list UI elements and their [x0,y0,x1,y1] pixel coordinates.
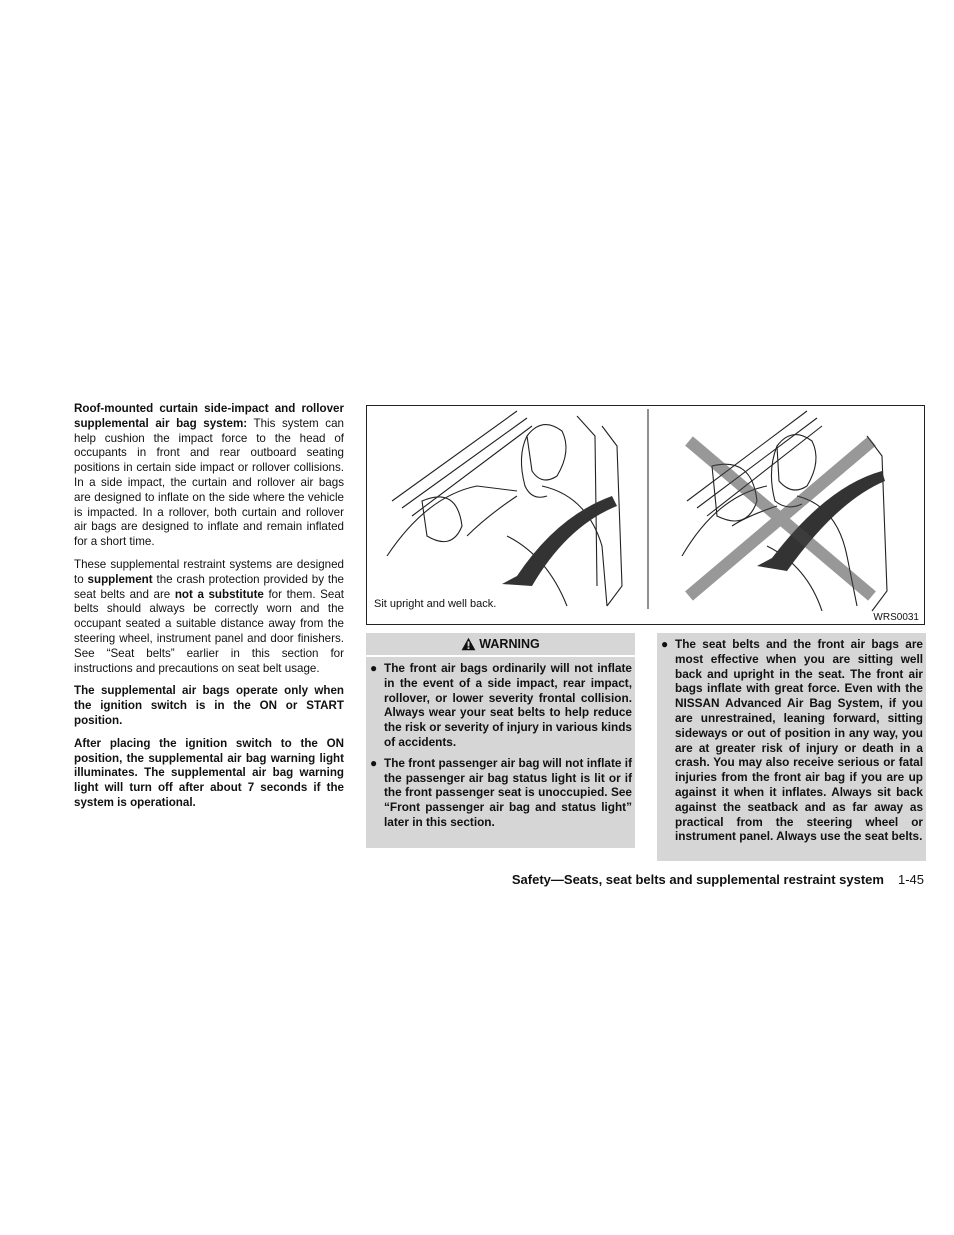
warning-box-left [366,633,635,848]
page-number: 1-45 [897,872,924,887]
footer-section-title: Safety—Seats, seat belts and supplemental restraint system [511,872,884,887]
warning-list-left [366,657,635,830]
page-footer [512,872,924,887]
occupant-head-right [777,435,816,490]
seating-position-illustration [366,405,925,625]
warning-bullet [366,661,632,750]
occupant-body-left [467,486,607,606]
bullet-marker: ● [370,661,378,675]
warning-list-right [657,633,926,844]
seat-back-right [867,436,887,611]
supplement-text-c: the crash protection provided by the seat belts and are [74,572,345,601]
supplement-bold: supplement [87,572,153,586]
warning-text: The seat belts and the front air bags are most effective when you are sitting well back and upright in the seat. The front air bags inflate with great force. Even with the NISSAN Advanced Air Bag System, if you are unrestrained, leaning forward, sitting sideways or out of position in any way, you are at greater risk of injury or death in a crash. You may also receive serious or fatal injuries from the front air bag if you are up against it when it inflates. Always sit back against the seatback and as far away as practical from the steering wheel or instrument panel. Always use the seat belts. [675,637,923,844]
supplement-text-e: for them. Seat belts should always be correctly worn and the occupant seated a suitable distance away from the steering wheel, instrument panel and door finishers. See “Seat belts” earlier in this section for instructions and precautions on seat belt usage. [74,587,344,675]
warning-bullet [366,756,632,830]
occupant-hair-left [521,436,547,497]
seating-illustration-drawing [367,406,924,624]
bullet-marker: ● [370,755,378,770]
cross-out-mark [689,441,872,596]
shoulder-belt-left [502,496,617,586]
warning-box-right [657,633,926,861]
bullet-marker: ● [661,637,669,651]
warning-triangle-icon [461,637,476,651]
figure-code: WRS0031 [873,612,919,623]
seat-pillar-left [577,416,597,586]
supplement-text-a: These supplemental restraint systems are designed to [74,557,344,586]
curtain-airbag-text: This system can help cushion the impact force to the head of occupants in front and rear outboard seating positions in certain side impact or rollover collisions. In a side impact, the curtain and rollover air bags are designed to inflate on the side where the vehicle is impacted. In a rollover, both curtain and rollover air bags are designed to inflate and remain inflated for a short time. [74,416,344,549]
paragraph-warning-light [74,737,344,811]
warning-text: The front passenger air bag will not inflate if the passenger air bag status light is lit or if the front passenger seat is unoccupied. See “Front passenger air bag and status light” later in this section. [384,755,632,829]
left-text-column [74,402,344,819]
warning-bullet [657,637,923,844]
ignition-operate-text: The supplemental air bags operate only when the ignition switch is in the ON or START position. [74,684,344,727]
warning-light-text: After placing the ignition switch to the ON position, the supplemental air bag warning light illuminates. The supplemental air bag warning light will turn off after about 7 seconds if the system is operational. [74,736,344,809]
paragraph-ignition-operate [74,684,344,728]
occupant-head-left [527,425,566,480]
not-substitute-bold: not a substitute [174,587,264,601]
figure-caption: Sit upright and well back. [374,598,497,610]
dashboard-left [387,486,517,556]
paragraph-supplement [74,558,344,676]
warning-title: WARNING [479,637,540,651]
paragraph-curtain-airbag [74,402,344,550]
curtain-airbag-heading: Roof-mounted curtain side-impact and rollover supplemental air bag system: [74,402,344,430]
warning-header [366,633,635,657]
warning-text: The front air bags ordinarily will not inflate in the event of a side impact, rear impact, rollover, or lower severity frontal collision. Always wear your seat belts to help reduce the risk or severity of injury in various kinds of accidents. [384,661,632,749]
